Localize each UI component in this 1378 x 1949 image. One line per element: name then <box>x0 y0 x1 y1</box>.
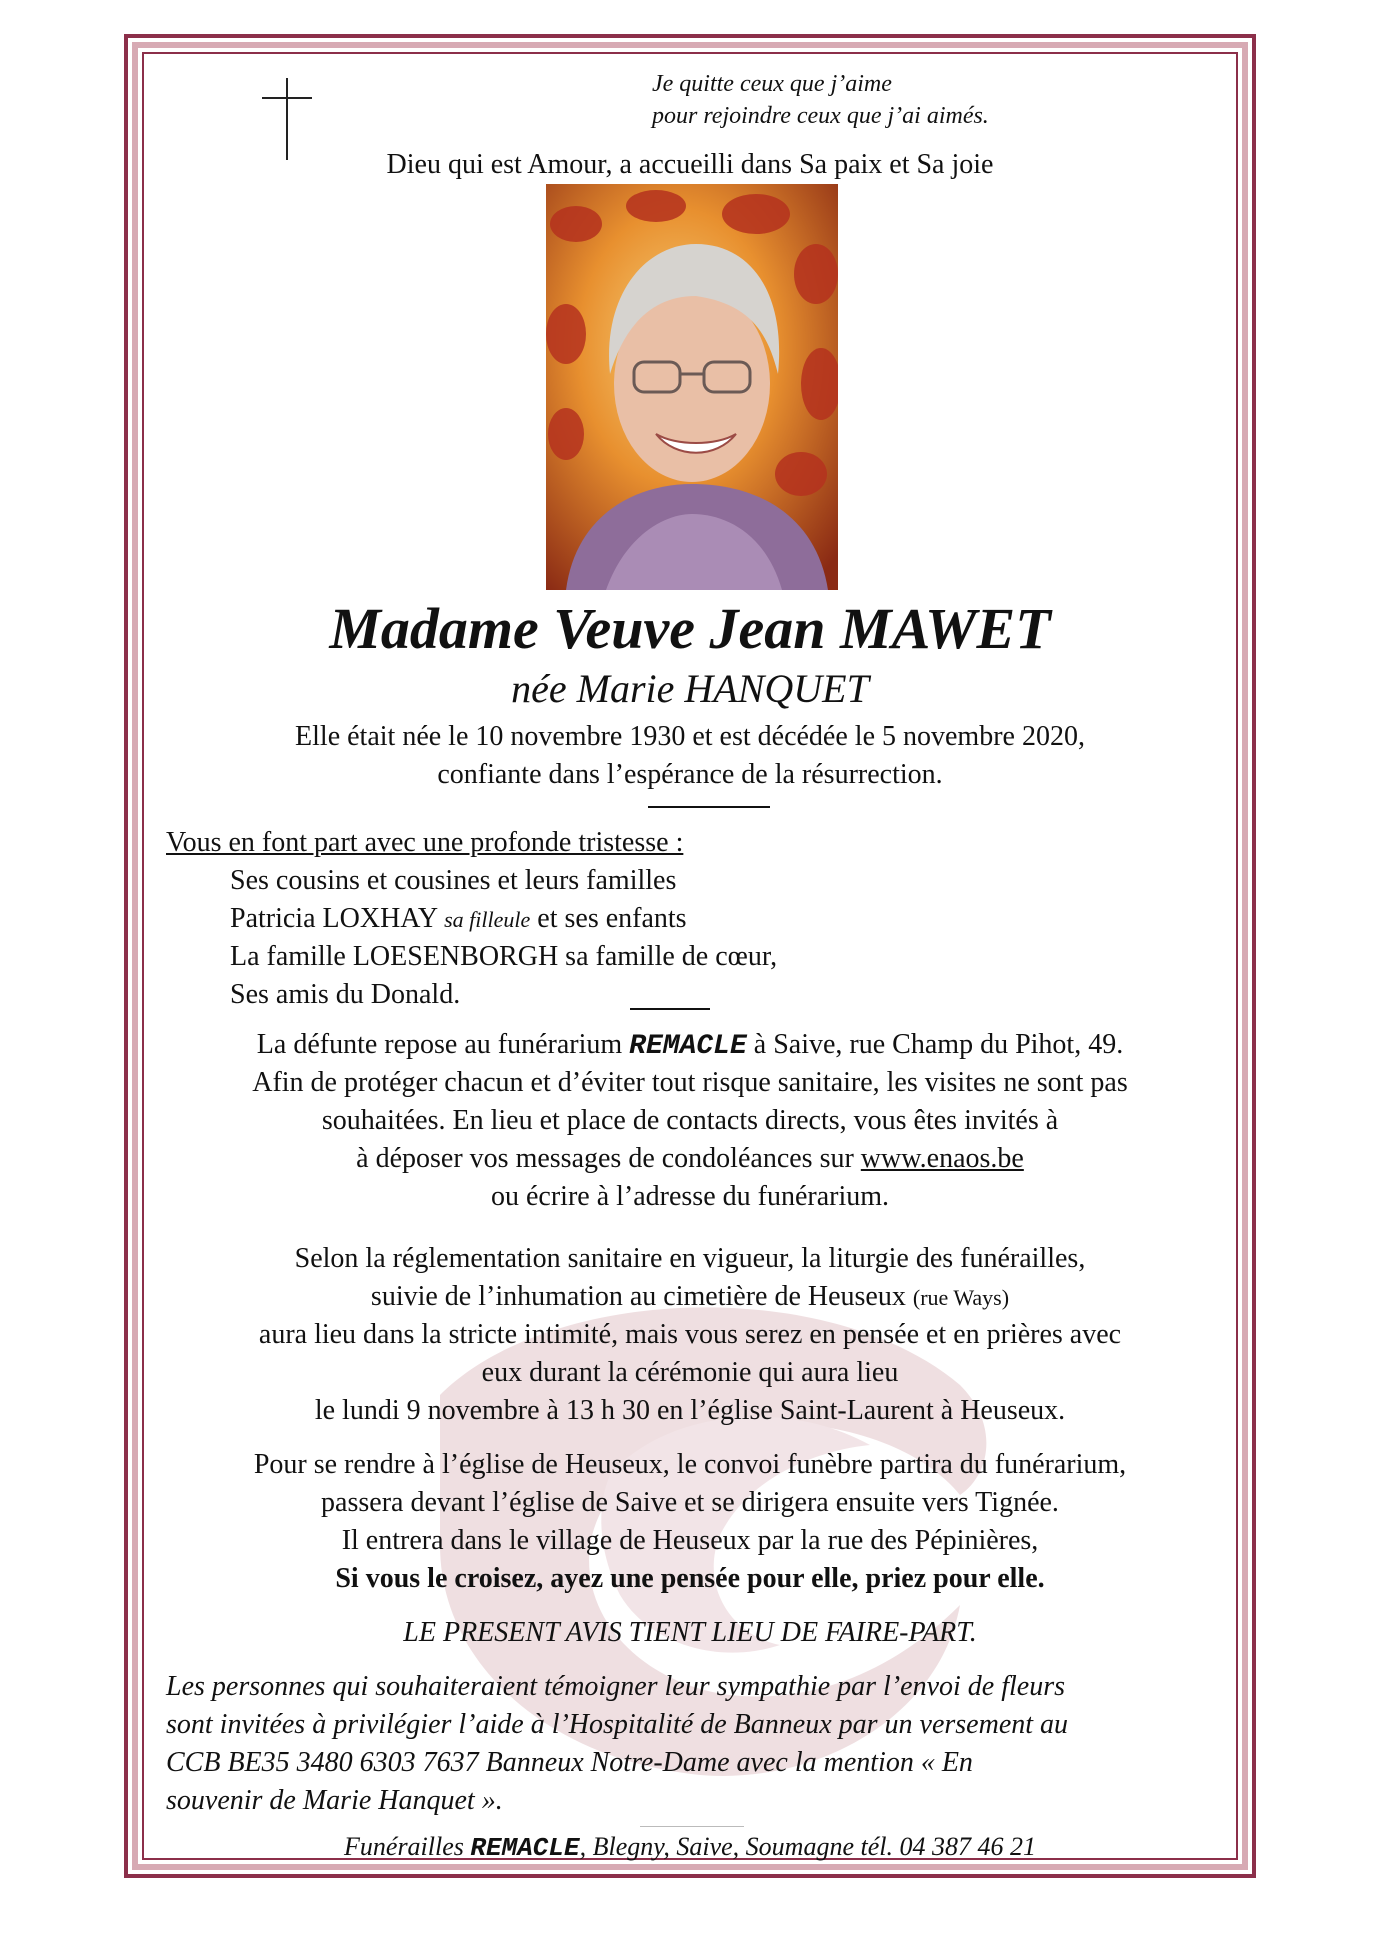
intro-text: Dieu qui est Amour, a accueilli dans Sa paix et Sa joie <box>386 149 994 180</box>
flowers-line-2: sont invitées à privilégier l’aide à l’Hospitalité de Banneux par un versement au <box>166 1709 1069 1740</box>
footer-contact: , Blegny, Saive, Soumagne tél. 04 387 46 21 <box>579 1832 1036 1861</box>
ceremony-line-5: le lundi 9 novembre à 13 h 30 en l’église Saint-Laurent à Heuseux. <box>314 1395 1066 1426</box>
rest-line-2: Afin de protéger chacun et d’éviter tout risque sanitaire, les visites ne sont pas <box>252 1067 1128 1098</box>
convoy-line-1: Pour se rendre à l’église de Heuseux, le convoi funèbre partira du funérarium, <box>253 1449 1127 1480</box>
rest-line-4 <box>150 1140 1230 1178</box>
footer-rule <box>640 1826 744 1827</box>
family-line-1: Ses cousins et cousines et leurs familles <box>230 865 677 896</box>
convoy-line-2: passera devant l’église de Saive et se dirigera ensuite vers Tignée. <box>321 1487 1059 1518</box>
ceremony-line-4: eux durant la cérémonie qui aura lieu <box>481 1357 899 1388</box>
faith-statement: confiante dans l’espérance de la résurrection. <box>437 759 943 790</box>
footer-brand: REMACLE <box>470 1833 580 1863</box>
condolences-link[interactable]: www.enaos.be <box>860 1143 1024 1174</box>
maiden-name: née Marie HANQUET <box>511 666 869 711</box>
family-line-2 <box>230 900 687 939</box>
brand-name: REMACLE <box>629 1031 747 1062</box>
rest-line-1b: à Saive, rue Champ du Pihot, 49. <box>753 1029 1124 1060</box>
portrait-photo <box>546 184 838 590</box>
footer <box>150 1830 1230 1865</box>
footer-prefix: Funérailles <box>344 1832 464 1861</box>
ceremony-street: (rue Ways) <box>912 1285 1010 1310</box>
convoy-line-4: Si vous le croisez, ayez une pensée pour elle, priez pour elle. <box>335 1563 1045 1594</box>
goddaughter-suffix: et ses enfants <box>537 903 687 934</box>
notice-text: LE PRESENT AVIS TIENT LIEU DE FAIRE-PART. <box>403 1617 977 1648</box>
quote-line-1: Je quitte ceux que j’aime <box>652 71 892 97</box>
deceased-name: Madame Veuve Jean MAWET <box>329 596 1051 661</box>
convoy-line-3: Il entrera dans le village de Heuseux par la rue des Pépinières, <box>341 1525 1039 1556</box>
rest-line-1 <box>150 1026 1230 1066</box>
epitaph-quote <box>652 68 989 132</box>
ceremony-line-1: Selon la réglementation sanitaire en vigueur, la liturgie des funérailles, <box>294 1243 1086 1274</box>
flowers-line-4: souvenir de Marie Hanquet ». <box>166 1785 503 1816</box>
flowers-line-3: CCB BE35 3480 6303 7637 Banneux Notre-Dame avec la mention « En <box>166 1747 973 1778</box>
flowers-line-1: Les personnes qui souhaiteraient témoigner leur sympathie par l’envoi de fleurs <box>166 1671 1065 1702</box>
separator-rule <box>648 806 770 808</box>
life-dates: Elle était née le 10 novembre 1930 et est décédée le 5 novembre 2020, <box>295 721 1085 752</box>
ceremony-line-2 <box>150 1278 1230 1317</box>
goddaughter-relation: sa filleule <box>444 907 531 932</box>
rest-line-4a: à déposer vos messages de condoléances sur <box>356 1143 854 1174</box>
rest-line-5: ou écrire à l’adresse du funérarium. <box>490 1181 890 1212</box>
rest-line-1a: La défunte repose au funérarium <box>256 1029 623 1060</box>
family-heading: Vous en font part avec une profonde tristesse : <box>166 827 684 858</box>
family-line-4: Ses amis du Donald. <box>230 979 461 1010</box>
ceremony-line-3: aura lieu dans la stricte intimité, mais vous serez en pensée et en prières avec <box>258 1319 1122 1350</box>
separator-rule-small <box>630 1008 710 1010</box>
ceremony-line-2a: suivie de l’inhumation au cimetière de Heuseux <box>370 1281 906 1312</box>
goddaughter-name: Patricia LOXHAY <box>230 903 438 934</box>
family-line-3: La famille LOESENBORGH sa famille de cœur, <box>230 941 778 972</box>
rest-line-3: souhaitées. En lieu et place de contacts directs, vous êtes invités à <box>321 1105 1059 1136</box>
quote-line-2: pour rejoindre ceux que j’ai aimés. <box>652 103 989 129</box>
